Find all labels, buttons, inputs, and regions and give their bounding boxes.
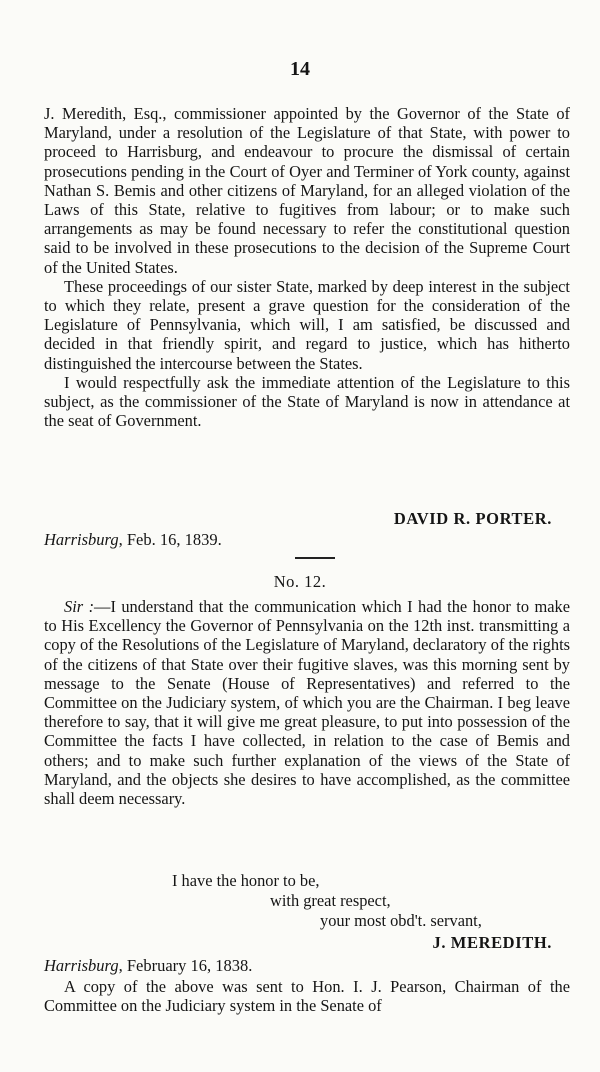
message-body <box>44 104 570 430</box>
closing-line: with great respect, <box>270 891 391 910</box>
section-divider <box>295 557 335 559</box>
dateline-place: Harrisburg <box>44 530 119 549</box>
paragraph: A copy of the above was sent to Hon. I. J. Pearson, Chairman of the Committee on the Judiciary system in the Senate of <box>44 977 570 1016</box>
closing-line: your most obd't. servant, <box>320 911 482 930</box>
signature-porter: DAVID R. PORTER. <box>393 509 552 528</box>
dateline-date: , Feb. 16, 1839. <box>118 530 222 549</box>
dateline <box>44 956 252 976</box>
paragraph: These proceedings of our sister State, marked by deep interest in the subject to which they relate, present a grave question for the consideration of the Legislature of Pennsylvania, which will, I am satisfied, be discussed and decided in that friendly spirit, and regard to justice, which has hitherto distinguished the intercourse between the States. <box>44 276 570 373</box>
signature-meredith: J. MEREDITH. <box>432 933 552 952</box>
section-number: No. 12. <box>273 572 327 591</box>
letter-paragraph <box>44 597 570 808</box>
paragraph: J. Meredith, Esq., commissioner appointed by the Governor of the State of Maryland, under a resolution of the Legislature of that State, with power to proceed to Harrisburg, and endeavour to procure the dismissal of certain prosecutions pending in the Court of Oyer and Terminer of York county, against Nathan S. Bemis and other citizens of Maryland, for an alleged violation of the Laws of this State, relative to fugitives from labour; or to make such arrangements as may be found necessary to refer the constitutional question said to be involved in these prosecutions to the decision of the Supreme Court of the United States. <box>44 104 570 277</box>
closing-line: I have the honor to be, <box>172 871 320 890</box>
letter-text: —I understand that the communication which I had the honor to make to His Excellency the Governor of Pennsylvania on the 12th inst. transmitting a copy of the Resolutions of the Legislature of Maryland, declaratory of the rights of the citizens of that State over their fugitive slaves, was this morning sent by message to the Senate (House of Representatives) and referred to the Committee on the Judiciary system, of which you are the Chairman. I beg leave therefore to say, that it will give me great pleasure, to put into possession of the Committee the facts I have collected, in relation to the case of Bemis and others; and to make such further explanation of the views of the State of Maryland, and the objects she desires to have accomplished, as the committee shall deem necessary. <box>44 597 571 809</box>
letter-body <box>44 597 570 808</box>
page-number: 14 <box>290 58 310 80</box>
final-note <box>44 977 570 1015</box>
salutation: Sir : <box>64 597 95 616</box>
dateline-date: , February 16, 1838. <box>118 956 253 975</box>
dateline <box>44 530 222 550</box>
paragraph: I would respectfully ask the immediate attention of the Legislature to this subject, as the commissioner of the State of Maryland is now in attendance at the seat of Government. <box>44 372 570 431</box>
dateline-place: Harrisburg <box>44 956 119 975</box>
